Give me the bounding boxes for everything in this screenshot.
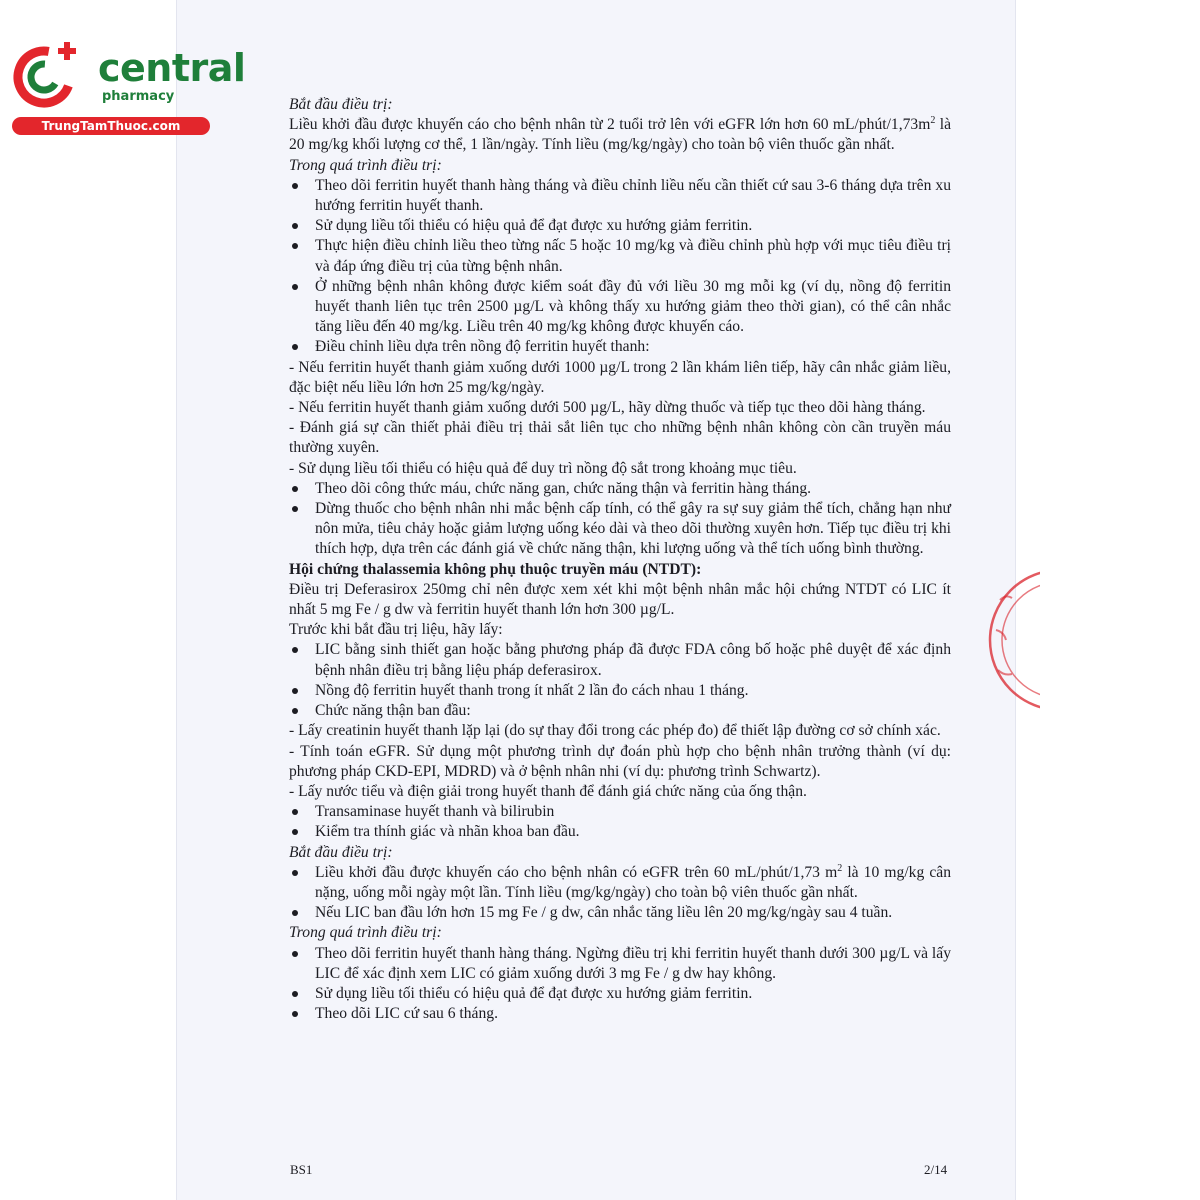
superscript: 2 [930, 115, 936, 127]
bullet-item: Nồng độ ferritin huyết thanh trong ít nhất 2 lần đo cách nhau 1 tháng. [289, 681, 951, 701]
document-body [289, 95, 951, 1024]
dash-item: - Tính toán eGFR. Sử dụng một phương trình dự đoán phù hợp cho bệnh nhân trưởng thành (ví dụ: phương pháp CKD-EPI, MDRD) và ở bệnh nhân nhi (ví dụ: phương trình Schwartz). [289, 742, 951, 780]
dash-item: - Lấy nước tiểu và điện giải trong huyết thanh để đánh giá chức năng của ống thận. [289, 782, 807, 800]
dash-item: - Sử dụng liều tối thiểu có hiệu quả để duy trì nồng độ sắt trong khoảng mục tiêu. [289, 459, 797, 477]
superscript: 2 [837, 862, 843, 874]
text: Liều khởi đầu được khuyến cáo cho bệnh nhân từ 2 tuổi trở lên với eGFR lớn hơn 60 mL/phút/1,73m [289, 116, 931, 134]
bullet-item: Theo dõi LIC cứ sau 6 tháng. [289, 1004, 951, 1024]
paragraph: Điều trị Deferasirox 250mg chỉ nên được xem xét khi một bệnh nhân mắc hội chứng NTDT có LIC ít nhất 5 mg Fe / g dw và ferritin huyết thanh lớn hơn 300 µg/L. [289, 580, 951, 619]
bullet-item: Ở những bệnh nhân không được kiểm soát đầy đủ với liều 30 mg mỗi kg (ví dụ, nồng độ ferritin huyết thanh liên tục trên 2500 µg/L và không thấy xu hướng giảm theo thời gian), có thể cân nhắc tăng liều đến 40 mg/kg. Liều trên 40 mg/kg không được khuyến cáo. [289, 277, 951, 338]
section-heading: Trong quá trình điều trị: [289, 156, 442, 174]
text: là 20 mg/kg khối lượng cơ thể, 1 lần/ngày. Tính liều (mg/kg/ngày) cho toàn bộ viên thuốc gần nhất. [289, 116, 952, 154]
red-company-seal-icon [980, 560, 1040, 720]
section-heading: Hội chứng thalassemia không phụ thuộc truyền máu (NTDT): [289, 560, 702, 578]
text: Liều khởi đầu được khuyến cáo cho bệnh nhân có eGFR trên 60 mL/phút/1,73 m [315, 863, 838, 881]
bullet-item: Điều chỉnh liều dựa trên nồng độ ferritin huyết thanh: [289, 337, 951, 357]
bullet-item: Theo dõi ferritin huyết thanh hàng tháng. Ngừng điều trị khi ferritin huyết thanh dưới 300 µg/L và lấy LIC để xác định xem LIC có giảm xuống dưới 3 mg Fe / g dw hay không. [289, 944, 951, 984]
dash-item: - Nếu ferritin huyết thanh giảm xuống dưới 1000 µg/L trong 2 lần khám liên tiếp, hãy cân nhắc giảm liều, đặc biệt nếu liều lớn hơn 25 mg/kg/ngày. [289, 358, 951, 396]
dash-item: - Nếu ferritin huyết thanh giảm xuống dưới 500 µg/L, hãy dừng thuốc và tiếp tục theo dõi hàng tháng. [289, 399, 926, 417]
footer-code: BS1 [290, 1162, 313, 1177]
bullet-item [289, 863, 951, 903]
bullet-item: Sử dụng liều tối thiểu có hiệu quả để đạt được xu hướng giảm ferritin. [289, 216, 951, 236]
bullet-item: Nếu LIC ban đầu lớn hơn 15 mg Fe / g dw, cân nhắc tăng liều lên 20 mg/kg/ngày sau 4 tuần. [289, 903, 951, 923]
bullet-item: Sử dụng liều tối thiểu có hiệu quả để đạt được xu hướng giảm ferritin. [289, 984, 951, 1004]
paragraph [289, 115, 951, 155]
site-logo[interactable] [10, 38, 246, 138]
bullet-item: Thực hiện điều chỉnh liều theo từng nấc 5 hoặc 10 mg/kg và điều chỉnh phù hợp với mục tiêu điều trị và đáp ứng điều trị của từng bệnh nhân. [289, 236, 951, 276]
bullet-item: Transaminase huyết thanh và bilirubin [289, 802, 951, 822]
logo-name: central [98, 46, 246, 90]
bullet-item: Kiểm tra thính giác và nhãn khoa ban đầu. [289, 822, 951, 842]
logo-subtitle: pharmacy [102, 89, 175, 104]
bullet-item: Theo dõi ferritin huyết thanh hàng tháng và điều chỉnh liều nếu cần thiết cứ sau 3-6 tháng dựa trên xu hướng ferritin huyết thanh. [289, 176, 951, 216]
bullet-item: Dừng thuốc cho bệnh nhân nhi mắc bệnh cấp tính, có thể gây ra sự suy giảm thể tích, chẳng hạn như nôn mửa, tiêu chảy hoặc giảm lượng uống kéo dài và theo dõi thường xuyên hơn. Tiếp tục điều trị khi thích hợp, dựa trên các đánh giá về chức năng thận, khi lượng uống và thể tích uống bình thường. [289, 499, 951, 560]
dash-item: - Lấy creatinin huyết thanh lặp lại (do sự thay đổi trong các phép đo) để thiết lập đường cơ sở chính xác. [289, 722, 941, 740]
section-heading: Bắt đầu điều trị: [289, 96, 393, 113]
bullet-item: Chức năng thận ban đầu: [289, 701, 951, 721]
dash-item: - Đánh giá sự cần thiết phải điều trị thải sắt liên tục cho những bệnh nhân không còn cần truyền máu thường xuyên. [289, 419, 951, 457]
central-pharmacy-logo-icon [10, 38, 92, 116]
section-heading: Bắt đầu điều trị: [289, 843, 393, 861]
page-number: 2/14 [924, 1162, 948, 1177]
paragraph: Trước khi bắt đầu trị liệu, hãy lấy: [289, 621, 503, 639]
bullet-item: LIC bằng sinh thiết gan hoặc bằng phương pháp đã được FDA công bố hoặc phê duyệt để xác định bệnh nhân điều trị bằng liệu pháp deferasirox. [289, 640, 951, 680]
section-heading: Trong quá trình điều trị: [289, 924, 442, 942]
logo-url-banner: TrungTamThuoc.com [12, 117, 210, 135]
bullet-item: Theo dõi công thức máu, chức năng gan, chức năng thận và ferritin hàng tháng. [289, 479, 951, 499]
text: là 10 mg/kg cân nặng, uống mỗi ngày một lần. Tính liều (mg/kg/ngày) cho toàn bộ viên thuốc gần nhất. [315, 863, 951, 901]
